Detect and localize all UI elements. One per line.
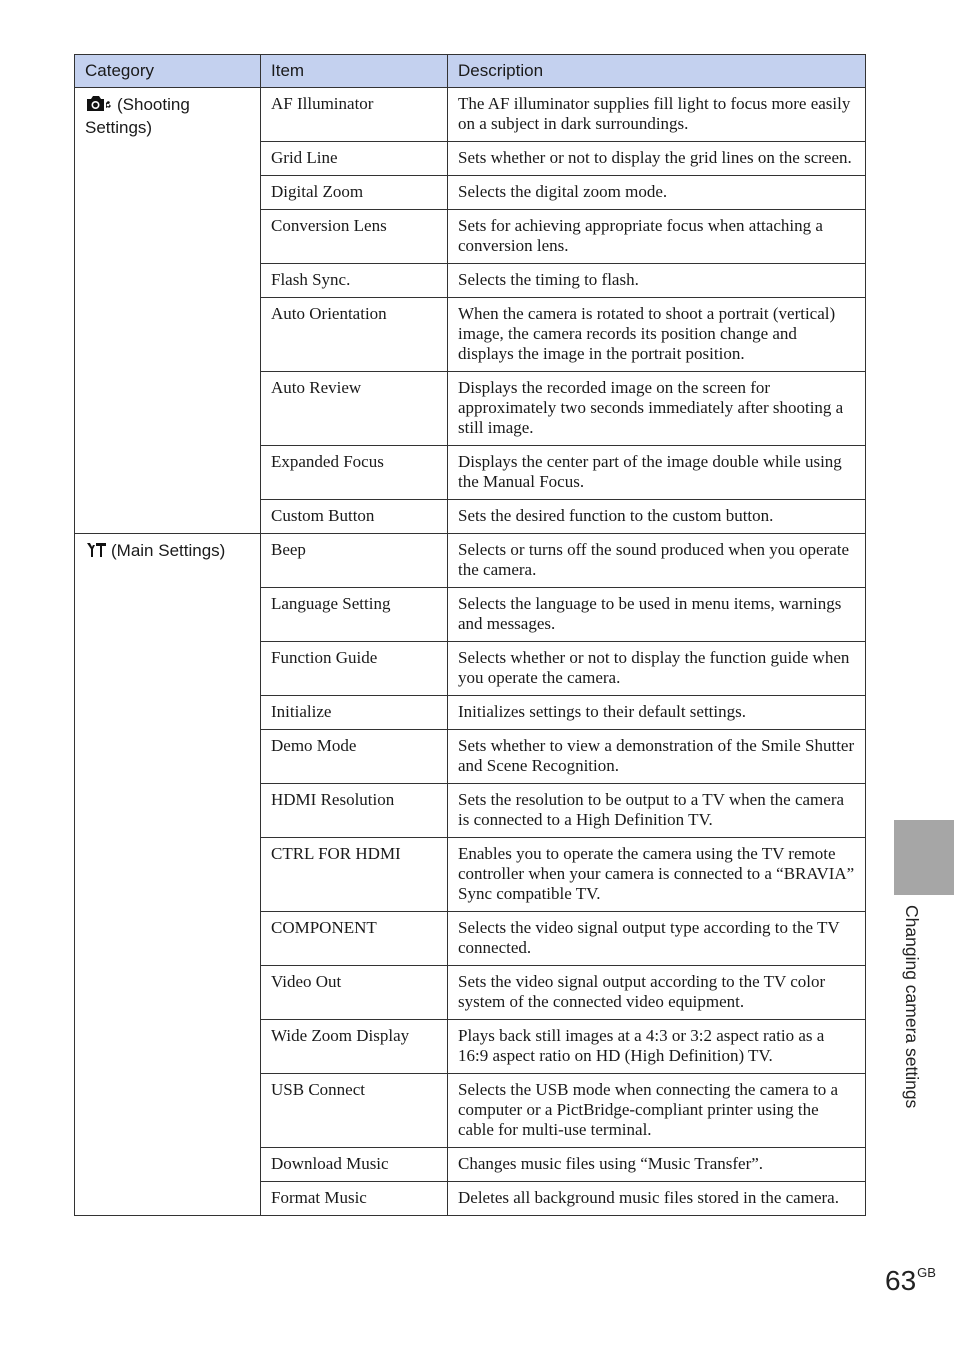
item-cell: USB Connect bbox=[261, 1074, 448, 1148]
item-cell: Auto Review bbox=[261, 372, 448, 446]
item-cell: Format Music bbox=[261, 1182, 448, 1216]
page-number-suffix: GB bbox=[917, 1265, 936, 1280]
item-cell: COMPONENT bbox=[261, 912, 448, 966]
description-cell: Selects whether or not to display the function guide when you operate the camera. bbox=[448, 642, 866, 696]
camera-settings-icon bbox=[85, 94, 113, 118]
item-cell: Language Setting bbox=[261, 588, 448, 642]
item-cell: Demo Mode bbox=[261, 730, 448, 784]
column-header-category: Category bbox=[75, 55, 261, 88]
item-cell: Initialize bbox=[261, 696, 448, 730]
table-row bbox=[75, 88, 866, 142]
description-cell: Selects the language to be used in menu items, warnings and messages. bbox=[448, 588, 866, 642]
category-cell bbox=[75, 534, 261, 1216]
description-cell: Sets the desired function to the custom button. bbox=[448, 500, 866, 534]
item-cell: HDMI Resolution bbox=[261, 784, 448, 838]
main-settings-icon bbox=[85, 540, 107, 564]
page-number-value: 63 bbox=[885, 1265, 917, 1296]
description-cell: Selects or turns off the sound produced when you operate the camera. bbox=[448, 534, 866, 588]
settings-table bbox=[74, 54, 866, 1216]
item-cell: Download Music bbox=[261, 1148, 448, 1182]
item-cell: Beep bbox=[261, 534, 448, 588]
description-cell: Selects the timing to flash. bbox=[448, 264, 866, 298]
description-cell: Displays the center part of the image double while using the Manual Focus. bbox=[448, 446, 866, 500]
item-cell: Auto Orientation bbox=[261, 298, 448, 372]
description-cell: Selects the video signal output type according to the TV connected. bbox=[448, 912, 866, 966]
item-cell: Flash Sync. bbox=[261, 264, 448, 298]
table-header-row bbox=[75, 55, 866, 88]
item-cell: Grid Line bbox=[261, 142, 448, 176]
item-cell: Expanded Focus bbox=[261, 446, 448, 500]
description-cell: Plays back still images at a 4:3 or 3:2 aspect ratio as a 16:9 aspect ratio on HD (High Definition) TV. bbox=[448, 1020, 866, 1074]
item-cell: CTRL FOR HDMI bbox=[261, 838, 448, 912]
description-cell: Changes music files using “Music Transfer”. bbox=[448, 1148, 866, 1182]
item-cell: Wide Zoom Display bbox=[261, 1020, 448, 1074]
section-side-label: Changing camera settings bbox=[902, 905, 922, 1109]
description-cell: When the camera is rotated to shoot a portrait (vertical) image, the camera records its position change and displays the image in the portrait position. bbox=[448, 298, 866, 372]
description-cell: Sets whether or not to display the grid lines on the screen. bbox=[448, 142, 866, 176]
description-cell: Sets whether to view a demonstration of the Smile Shutter and Scene Recognition. bbox=[448, 730, 866, 784]
description-cell: Sets for achieving appropriate focus when attaching a conversion lens. bbox=[448, 210, 866, 264]
description-cell: Sets the resolution to be output to a TV when the camera is connected to a High Definition TV. bbox=[448, 784, 866, 838]
table-body bbox=[75, 88, 866, 1216]
description-cell: The AF illuminator supplies fill light to focus more easily on a subject in dark surroundings. bbox=[448, 88, 866, 142]
description-cell: Selects the digital zoom mode. bbox=[448, 176, 866, 210]
description-cell: Sets the video signal output according to the TV color system of the connected video equipment. bbox=[448, 966, 866, 1020]
item-cell: Digital Zoom bbox=[261, 176, 448, 210]
description-cell: Initializes settings to their default settings. bbox=[448, 696, 866, 730]
category-cell bbox=[75, 88, 261, 534]
column-header-description: Description bbox=[448, 55, 866, 88]
item-cell: Custom Button bbox=[261, 500, 448, 534]
item-cell: Video Out bbox=[261, 966, 448, 1020]
page-number bbox=[885, 1265, 936, 1297]
category-label: (Shooting Settings) bbox=[85, 95, 190, 137]
description-cell: Enables you to operate the camera using the TV remote controller when your camera is connected to a “BRAVIA” Sync compatible TV. bbox=[448, 838, 866, 912]
description-cell: Selects the USB mode when connecting the camera to a computer or a PictBridge-compliant printer using the cable for multi-use terminal. bbox=[448, 1074, 866, 1148]
item-cell: Conversion Lens bbox=[261, 210, 448, 264]
section-side-tab bbox=[894, 820, 954, 895]
column-header-item: Item bbox=[261, 55, 448, 88]
description-cell: Displays the recorded image on the screen for approximately two seconds immediately after shooting a still image. bbox=[448, 372, 866, 446]
item-cell: Function Guide bbox=[261, 642, 448, 696]
category-label: (Main Settings) bbox=[111, 541, 226, 560]
table-row bbox=[75, 534, 866, 588]
description-cell: Deletes all background music files stored in the camera. bbox=[448, 1182, 866, 1216]
item-cell: AF Illuminator bbox=[261, 88, 448, 142]
